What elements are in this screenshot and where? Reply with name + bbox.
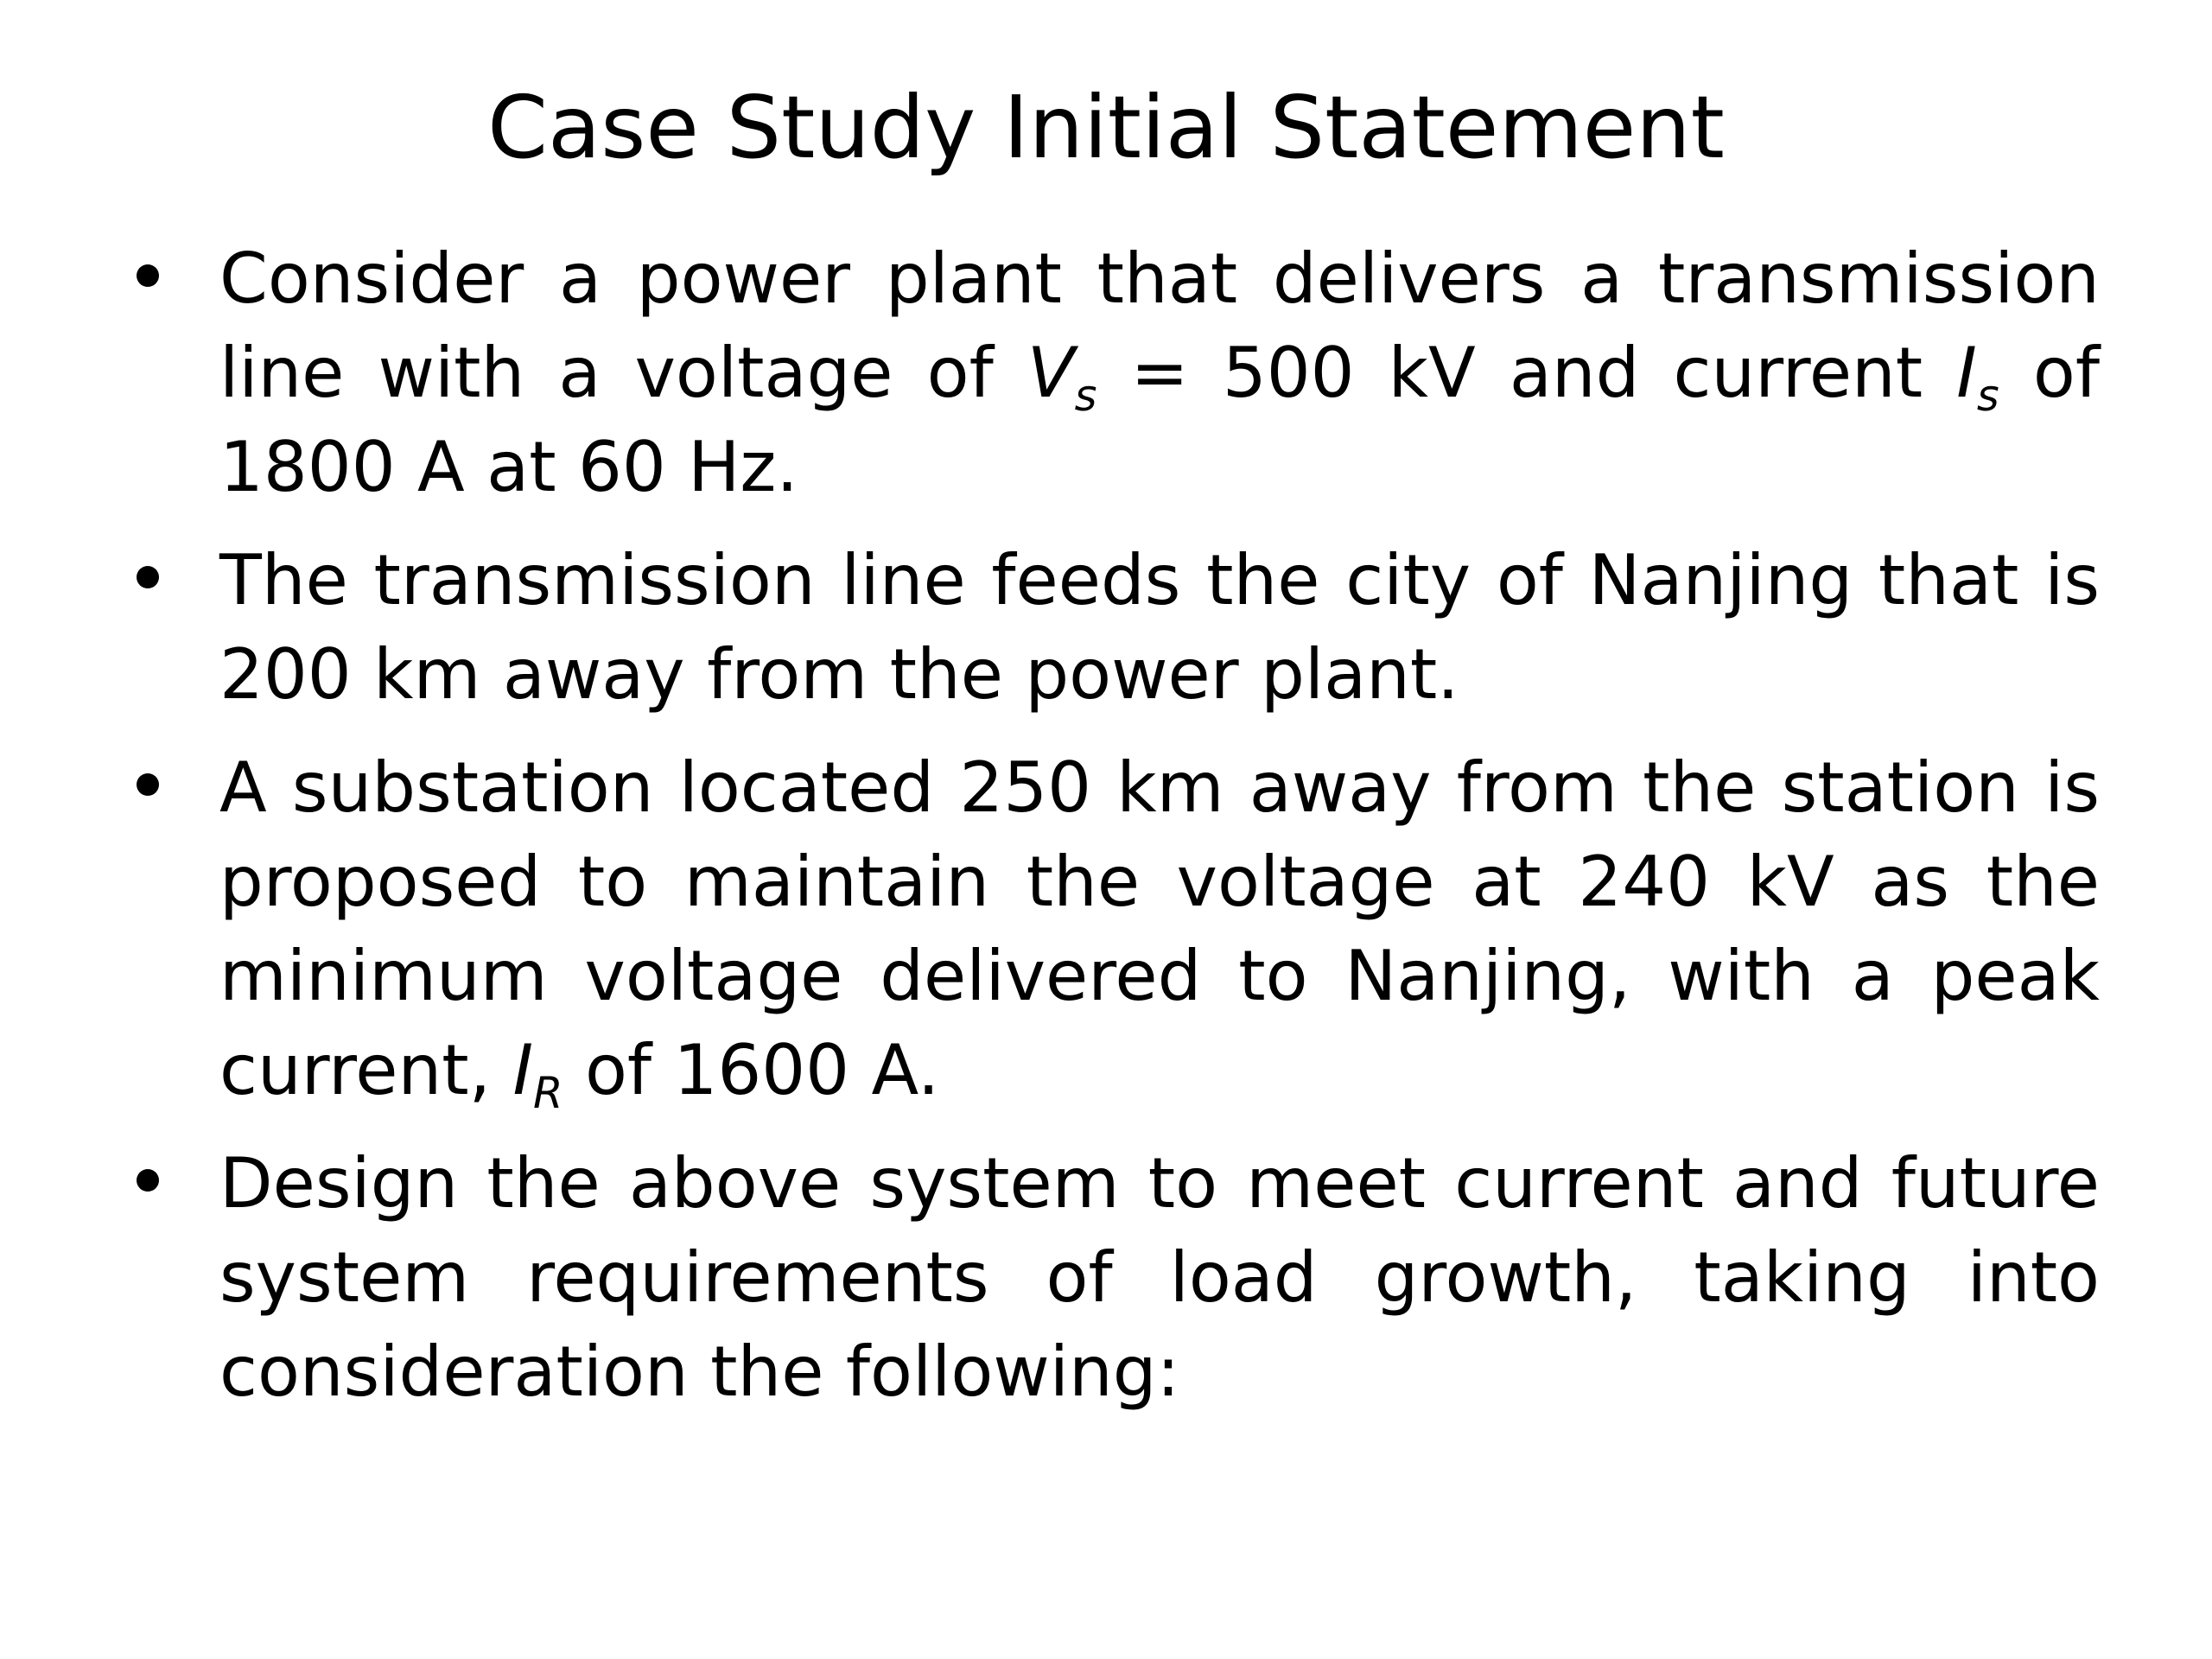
- bullet-text: A substation located 250 km away from the station is proposed to maintain the voltage at 240 kV as the minimum voltage delivered to Nanjing, with a peak current,: [219, 747, 2100, 1110]
- bullet-text: of 1600 A.: [563, 1030, 940, 1110]
- voltage-symbol: V: [1027, 333, 1075, 413]
- current-subscript: R: [533, 1067, 563, 1118]
- bullet-dot-icon: [137, 773, 159, 796]
- bullet-dot-icon: [137, 264, 159, 287]
- bullet-text: Design the above system to meet current and future system requirements of load growth, taking into consideration the following:: [219, 1143, 2100, 1412]
- bullet-text: of 1800 A at 60 Hz.: [219, 333, 2100, 507]
- slide-title: Case Study Initial Statement: [487, 77, 1725, 178]
- bullet-dot-icon: [137, 1169, 159, 1192]
- bullet-text: Consider a power plant that delivers a transmission line with a voltage of: [219, 238, 2100, 413]
- bullet-item: [130, 741, 2100, 1117]
- bullet-dot-icon: [137, 566, 159, 588]
- bullet-list: [130, 232, 2100, 1438]
- voltage-subscript: s: [1074, 370, 1097, 421]
- bullet-text: The transmission line feeds the city of Nanjing that is 200 km away from the power plant.: [219, 540, 2100, 715]
- bullet-item: [130, 232, 2100, 514]
- bullet-item: [130, 533, 2100, 721]
- current-symbol: I: [1956, 333, 1977, 413]
- current-symbol: I: [512, 1030, 534, 1110]
- bullet-item: [130, 1136, 2100, 1419]
- current-subscript: s: [1976, 370, 1999, 421]
- bullet-text: = 500 kV and current: [1096, 333, 1957, 413]
